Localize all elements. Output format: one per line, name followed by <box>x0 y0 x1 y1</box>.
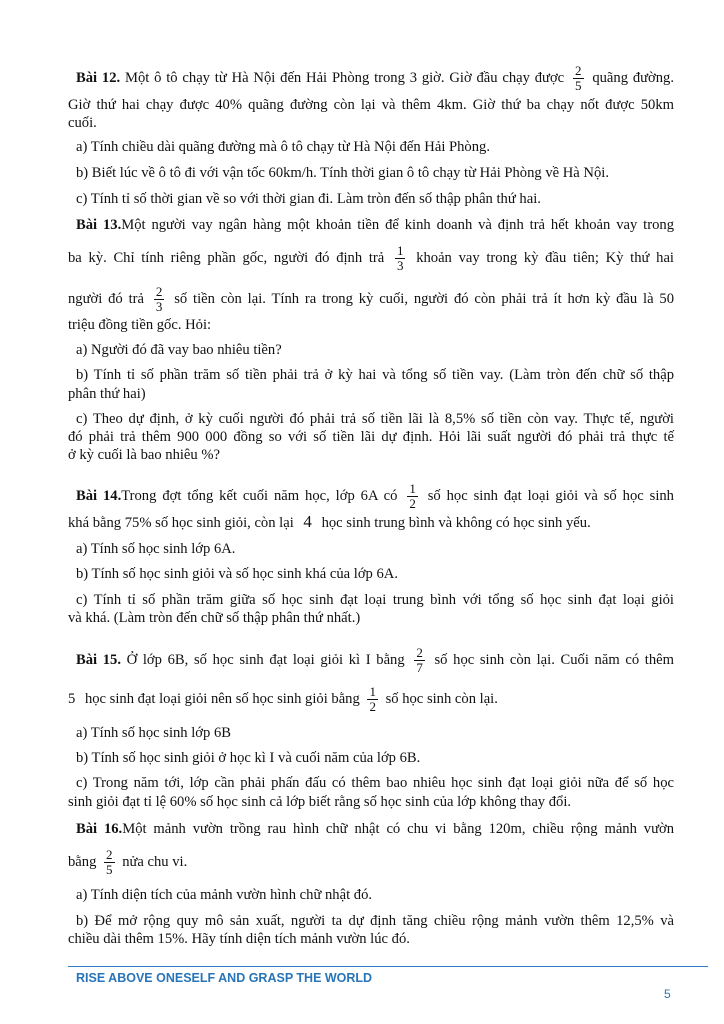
bai13-question-c-2: đó phải trả thêm 900 000 đồng so với số tiền lãi dự định. Hỏi lãi suất người đó phải trả thực tế <box>68 429 674 445</box>
bai13-question-b-2: phân thứ hai) <box>68 386 146 402</box>
bai16-line-1: Bài 16.Một mảnh vườn trồng rau hình chữ nhật có chu vi bằng 120m, chiều rộng mảnh vườn <box>76 821 674 837</box>
bai14-question-c-2: và khá. (Làm tròn đến chữ số thập phân thứ nhất.) <box>68 610 361 626</box>
fraction: $\frac{2}{5}$ <box>106 847 113 877</box>
bai16-question-b-2: chiều dài thêm 15%. Hãy tính diện tích mảnh vườn lúc đó. <box>68 931 410 947</box>
fraction: $\frac{2}{3}$ <box>155 284 163 314</box>
bai13-question-b-1: b) Tính tỉ số phần trăm số tiền phải trả ở kỳ hai và tổng số tiền vay. (Làm tròn đến chữ số thập <box>76 367 674 383</box>
bai15-question-a: a) Tính số học sinh lớp 6B <box>76 725 232 741</box>
bai16-title: Bài 16. <box>76 821 123 837</box>
bai12-line-2: Giờ thứ hai chạy được 40% quãng đường còn lại và thêm 4km. Giờ thứ ba chạy nốt được 50km <box>68 97 674 113</box>
bai16-question-a: a) Tính diện tích của mảnh vườn hình chữ nhật đó. <box>76 887 373 903</box>
bai12-question-c: c) Tính tỉ số thời gian về so với thời gian đi. Làm tròn đến số thập phân thứ hai. <box>76 191 541 207</box>
bai15-line-2: 5 học sinh đạt loại giỏi nên số học sinh giỏi bằng $\frac{1}{2}$ số học sinh còn lại. <box>68 684 498 714</box>
bai12-question-b: b) Biết lúc về ô tô đi với vận tốc 60km/h. Tính thời gian ô tô chạy từ Hải Phòng về Hà Nội. <box>76 165 609 181</box>
bai12-line-1: Bài 12. Một ô tô chạy từ Hà Nội đến Hải Phòng trong 3 giờ. Giờ đầu chạy được $\frac{2}{5}$ quãng đường. <box>76 63 674 93</box>
bai13-line-3: người đó trả $\frac{2}{3}$ số tiền còn lại. Tính ra trong kỳ cuối, người đó còn phải trả ít hơn kỳ đầu là 50 <box>68 284 674 314</box>
bai14-question-b: b) Tính số học sinh giỏi và số học sinh khá của lớp 6A. <box>76 566 398 582</box>
bai13-question-c-3: ở kỳ cuối là bao nhiêu %? <box>68 447 220 463</box>
fraction: $\frac{1}{2}$ <box>369 684 376 714</box>
bai16-line-2: bằng $\frac{2}{5}$ nửa chu vi. <box>68 847 188 877</box>
fraction: $\frac{2}{5}$ <box>575 63 582 93</box>
bai14-question-a: a) Tính số học sinh lớp 6A. <box>76 541 236 557</box>
bai15-question-c-1: c) Trong năm tới, lớp cần phải phấn đấu có thêm bao nhiêu học sinh đạt loại giỏi nữa để số học <box>76 775 674 791</box>
bai16-question-b-1: b) Để mở rộng quy mô sản xuất, người ta dự định tăng chiều rộng mảnh vườn thêm 12,5% và <box>76 913 674 929</box>
bai12-line-3: cuối. <box>68 115 97 131</box>
fraction: $\frac{2}{7}$ <box>416 645 423 675</box>
bai14-question-c-1: c) Tính tỉ số phần trăm giữa số học sinh đạt loại trung bình với tổng số học sinh đạt loại giỏi <box>76 592 674 608</box>
bai12-question-a: a) Tính chiều dài quãng đường mà ô tô chạy từ Hà Nội đến Hải Phòng. <box>76 139 490 155</box>
bai13-line-4: triệu đồng tiền gốc. Hỏi: <box>68 317 212 333</box>
fraction: $\frac{1}{3}$ <box>396 243 404 273</box>
bai13-line-2: ba kỳ. Chỉ tính riêng phần gốc, người đó định trả $\frac{1}{3}$ khoản vay trong kỳ đầu tiên; Kỳ thứ hai <box>68 243 674 273</box>
bai14-line-1: Bài 14.Trong đợt tổng kết cuối năm học, lớp 6A có $\frac{1}{2}$ số học sinh đạt loại giỏi và số học sinh <box>76 481 674 511</box>
bai12-title: Bài 12. <box>76 69 121 86</box>
fraction: $\frac{1}{2}$ <box>409 481 416 511</box>
bai13-question-a: a) Người đó đã vay bao nhiêu tiền? <box>76 342 282 358</box>
bai13-title: Bài 13. <box>76 217 122 233</box>
bai13-line-1: Bài 13.Một người vay ngân hàng một khoản tiền để kinh doanh và định trả hết khoản vay trong <box>76 217 674 233</box>
bai15-line-1: Bài 15. Ở lớp 6B, số học sinh đạt loại giỏi kì I bằng $\frac{2}{7}$ số học sinh còn lại. Cuối năm có thêm <box>76 645 674 675</box>
footer-slogan: RISE ABOVE ONESELF AND GRASP THE WORLD <box>76 971 373 985</box>
bai15-question-b: b) Tính số học sinh giỏi ở học kì I và cuối năm của lớp 6B. <box>76 750 421 766</box>
bai14-line-2: khá bằng 75% số học sinh giỏi, còn lại 4 học sinh trung bình và không có học sinh yếu. <box>68 512 591 531</box>
bai15-title: Bài 15. <box>76 651 121 668</box>
bai13-question-c-1: c) Theo dự định, ở kỳ cuối người đó phải trả số tiền lãi là 8,5% số tiền còn vay. Thực tế, người <box>76 411 674 427</box>
bai15-question-c-2: sinh giỏi đạt tỉ lệ 60% số học sinh cả lớp biết rằng số học sinh của lớp không thay đổi. <box>68 794 572 810</box>
footer-divider <box>68 966 708 967</box>
page-number: 5 <box>664 987 671 1001</box>
bai14-title: Bài 14. <box>76 487 122 504</box>
